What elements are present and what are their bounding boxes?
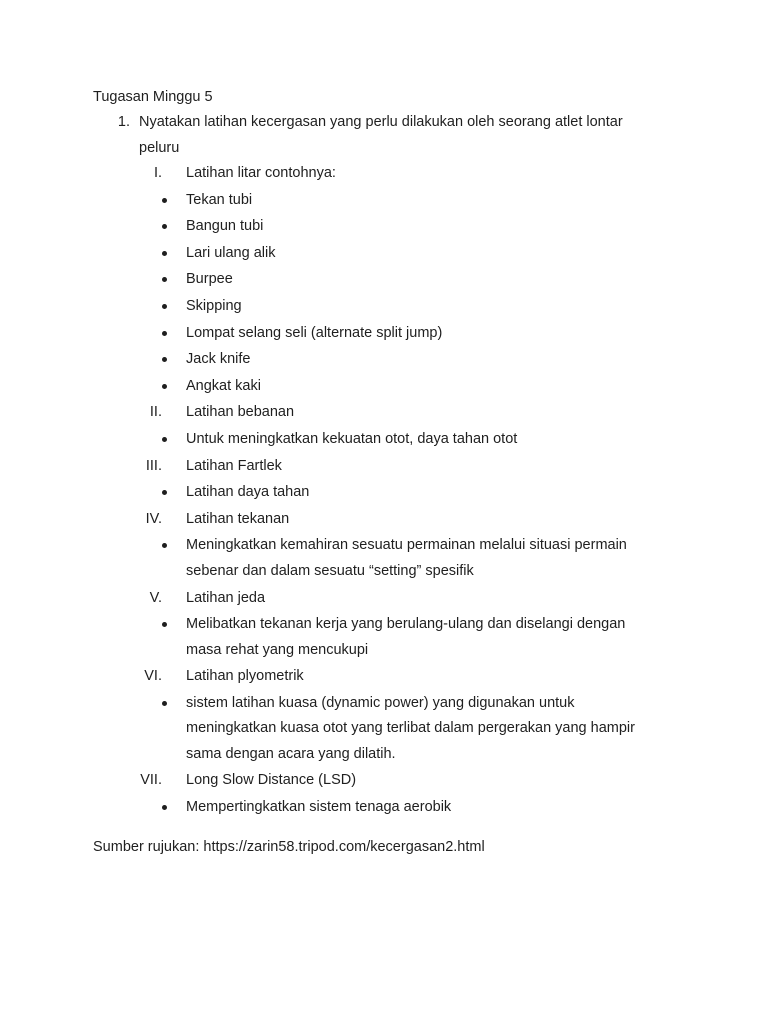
- section-numeral: IV.: [145, 510, 162, 527]
- question-text-line-1: Nyatakan latihan kecergasan yang perlu dilakukan oleh seorang atlet lontar: [139, 114, 623, 130]
- bullet-item-text: Meningkatkan kemahiran sesuatu permainan melalui situasi permain: [186, 537, 627, 554]
- bullet-dot-icon: [162, 437, 167, 442]
- bullet-item-text: Lari ulang alik: [186, 244, 276, 261]
- bullet-dot-icon: [162, 224, 167, 229]
- section-numeral: V.: [149, 589, 162, 606]
- bullet-item-text: Lompat selang seli (alternate split jump): [186, 324, 443, 341]
- section-numeral: I.: [153, 165, 162, 181]
- bullet-dot-icon: [162, 490, 167, 495]
- section-heading: Long Slow Distance (LSD): [186, 772, 357, 789]
- bullet-item-text: Angkat kaki: [186, 377, 261, 394]
- bullet-dot-icon: [162, 543, 167, 548]
- section-numeral: II.: [149, 404, 162, 421]
- section-heading: Latihan bebanan: [186, 404, 295, 421]
- bullet-item-text: masa rehat yang mencukupi: [186, 641, 369, 658]
- bullet-dot-icon: [162, 198, 167, 203]
- section-heading: Latihan tekanan: [186, 510, 290, 527]
- bullet-dot-icon: [162, 701, 167, 706]
- bullet-dot-icon: [162, 304, 167, 309]
- section-heading: Latihan litar contohnya:: [186, 165, 336, 181]
- bullet-item-text: Mempertingkatkan sistem tenaga aerobik: [186, 799, 452, 815]
- bullet-dot-icon: [162, 251, 167, 256]
- section-heading: Latihan plyometrik: [186, 668, 304, 685]
- bullet-dot-icon: [162, 622, 167, 627]
- bullet-dot-icon: [162, 331, 167, 336]
- bullet-item-text: Burpee: [186, 271, 233, 288]
- bullet-item-text: meningkatkan kuasa otot yang terlibat dalam pergerakan yang hampir: [186, 720, 635, 737]
- section-numeral: III.: [145, 457, 162, 474]
- bullet-item-text: sebenar dan dalam sesuatu “setting” spesifik: [186, 562, 474, 579]
- bullet-item-text: sama dengan acara yang dilatih.: [186, 745, 396, 762]
- bullet-item-text: Tekan tubi: [186, 191, 253, 208]
- bullet-dot-icon: [162, 357, 167, 362]
- bullet-item-text: Melibatkan tekanan kerja yang berulang-ulang dan diselangi dengan: [186, 616, 626, 633]
- bullet-dot-icon: [162, 805, 167, 810]
- question-number: 1.: [117, 114, 130, 130]
- document-title: Tugasan Minggu 5: [93, 89, 213, 105]
- section-heading: Latihan jeda: [186, 589, 266, 606]
- bullet-dot-icon: [162, 277, 167, 282]
- bullet-dot-icon: [162, 384, 167, 389]
- bullet-item-text: sistem latihan kuasa (dynamic power) yang digunakan untuk: [186, 694, 575, 711]
- bullet-item-text: Untuk meningkatkan kekuatan otot, daya tahan otot: [186, 431, 518, 447]
- section-numeral: VII.: [140, 772, 162, 789]
- question-text-line-2: peluru: [139, 140, 180, 156]
- bullet-item-text: Bangun tubi: [186, 218, 264, 235]
- bullet-item-text: Skipping: [186, 298, 242, 314]
- section-heading: Latihan Fartlek: [186, 457, 282, 474]
- section-numeral: VI.: [144, 668, 162, 685]
- source-reference: Sumber rujukan: https://zarin58.tripod.com/kecergasan2.html: [93, 838, 485, 855]
- bullet-item-text: Latihan daya tahan: [186, 484, 310, 501]
- bullet-item-text: Jack knife: [186, 351, 251, 368]
